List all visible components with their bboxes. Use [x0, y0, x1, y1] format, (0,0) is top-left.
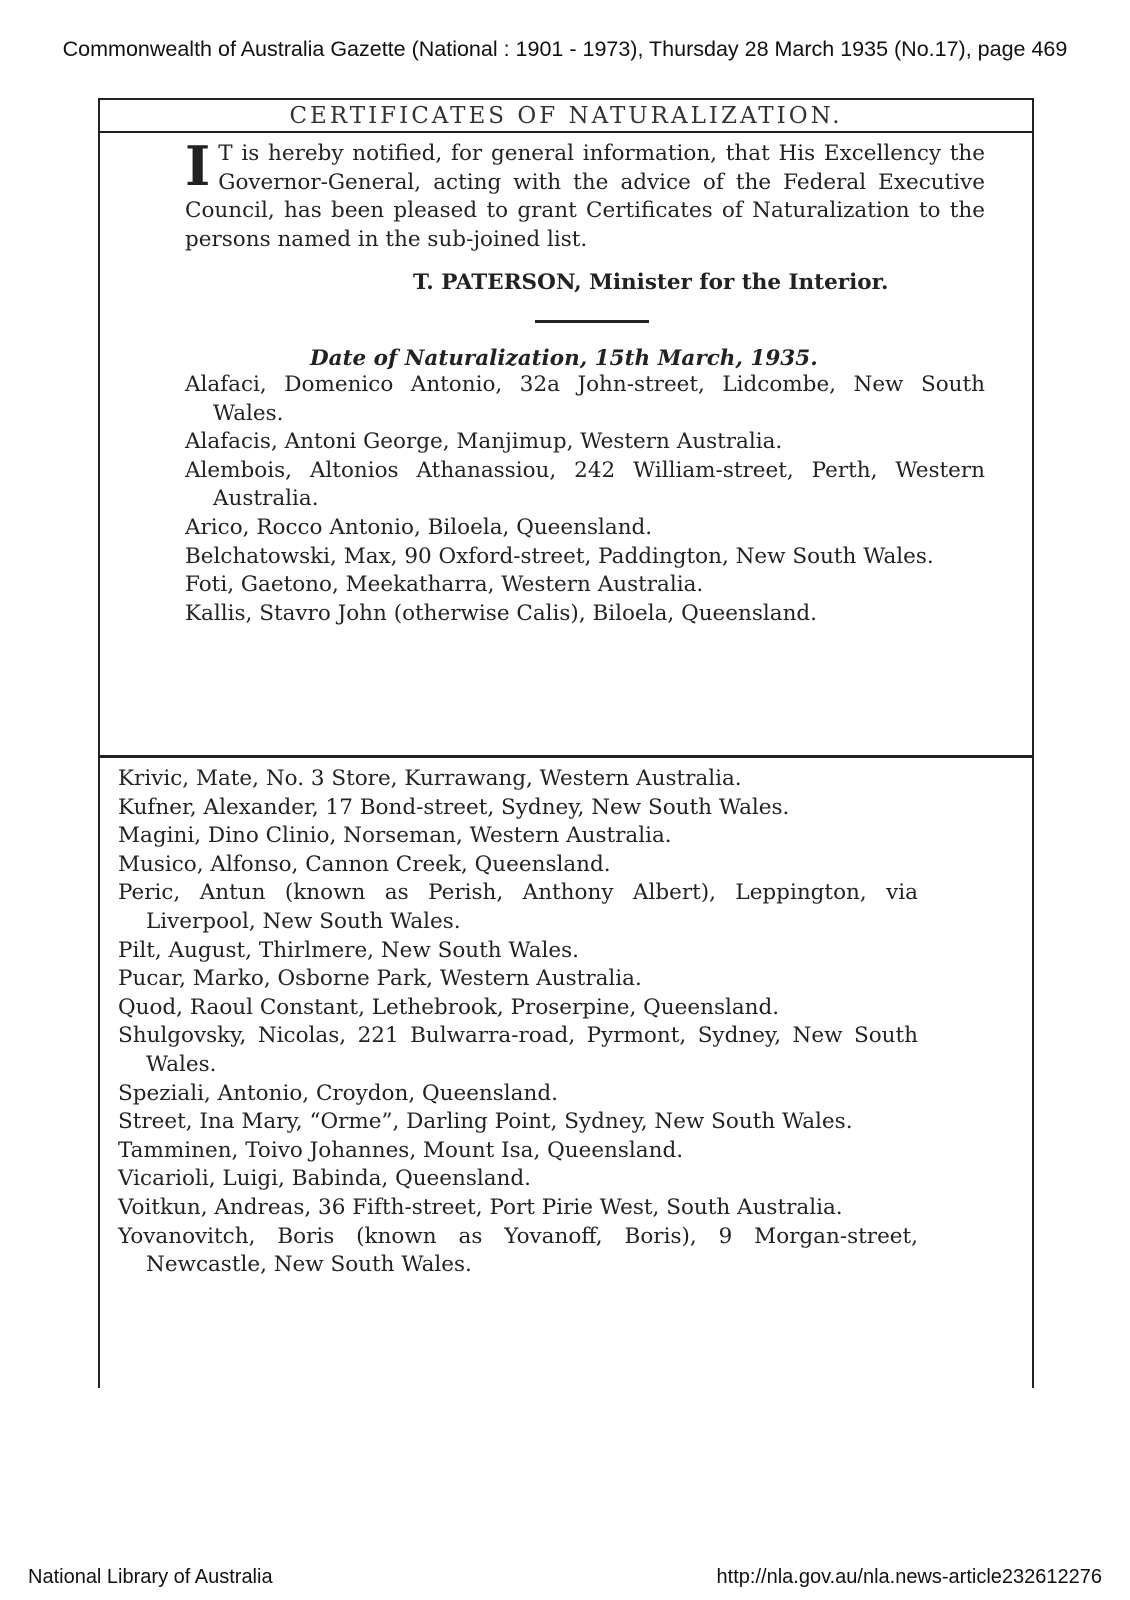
naturalization-list-top — [185, 371, 985, 628]
source-citation: Commonwealth of Australia Gazette (National : 1901 - 1973), Thursday 28 March 1935 (No.17), page 469 — [62, 37, 1068, 61]
list-item: Foti, Gaetono, Meekatharra, Western Australia. — [185, 572, 704, 598]
minister-signature: T. PATERSON, Minister for the Interior. — [413, 270, 889, 295]
section-divider — [535, 320, 649, 323]
list-item: Musico, Alfonso, Cannon Creek, Queensland. — [118, 851, 611, 877]
gazette-clipping-top — [98, 98, 1034, 758]
naturalization-list-bottom — [118, 765, 918, 1280]
list-item: Vicarioli, Luigi, Babinda, Queensland. — [118, 1166, 532, 1192]
naturalization-date: Date of Naturalization, 15th March, 1935. — [310, 346, 818, 371]
list-item: Kallis, Stavro John (otherwise Calis), Biloela, Queensland. — [185, 600, 818, 626]
notice-paragraph — [185, 134, 985, 254]
library-credit: National Library of Australia — [28, 1566, 273, 1588]
list-item: Voitkun, Andreas, 36 Fifth-street, Port Pirie West, South Australia. — [118, 1194, 843, 1220]
list-item: Belchatowski, Max, 90 Oxford-street, Paddington, New South Wales. — [185, 543, 934, 569]
drop-cap: I — [185, 134, 211, 198]
article-url: http://nla.gov.au/nla.news-article232612276 — [716, 1566, 1102, 1588]
list-item: Speziali, Antonio, Croydon, Queensland. — [118, 1080, 558, 1106]
list-item: Quod, Raoul Constant, Lethebrook, Proserpine, Queensland. — [118, 994, 780, 1020]
list-item: Arico, Rocco Antonio, Biloela, Queensland. — [185, 514, 653, 540]
list-item: Alafacis, Antoni George, Manjimup, Western Australia. — [185, 429, 783, 455]
list-item: Kufner, Alexander, 17 Bond-street, Sydney, New South Wales. — [118, 794, 790, 820]
list-item: Peric, Antun (known as Perish, Anthony Albert), Leppington, via Liverpool, New South Wales. — [118, 880, 918, 934]
list-item: Pilt, August, Thirlmere, New South Wales. — [118, 937, 579, 963]
list-item: Yovanovitch, Boris (known as Yovanoff, Boris), 9 Morgan-street, Newcastle, New South Wales. — [118, 1223, 918, 1278]
list-item: Street, Ina Mary, “Orme”, Darling Point, Sydney, New South Wales. — [118, 1109, 853, 1135]
list-item: Alembois, Altonios Athanassiou, 242 William-street, Perth, Western Australia. — [185, 457, 985, 512]
notice-text: T is hereby notified, for general information, that His Excellency the Governor-General, acting with the advice of the Federal Executive Council, has been pleased to grant Certificates of Naturalization to the persons named in the sub-joined list. — [185, 141, 985, 252]
gazette-clipping-bottom — [98, 758, 1034, 1388]
list-item: Krivic, Mate, No. 3 Store, Kurrawang, Western Australia. — [118, 766, 742, 791]
list-item: Magini, Dino Clinio, Norseman, Western Australia. — [118, 823, 672, 849]
list-item: Pucar, Marko, Osborne Park, Western Australia. — [118, 966, 642, 992]
list-item: Tamminen, Toivo Johannes, Mount Isa, Queensland. — [118, 1137, 684, 1163]
list-item: Shulgovsky, Nicolas, 221 Bulwarra-road, Pyrmont, Sydney, New South Wales. — [118, 1023, 918, 1077]
notice-title: CERTIFICATES OF NATURALIZATION. — [100, 100, 1032, 133]
list-item: Alafaci, Domenico Antonio, 32a John-street, Lidcombe, New South Wales. — [185, 372, 985, 426]
